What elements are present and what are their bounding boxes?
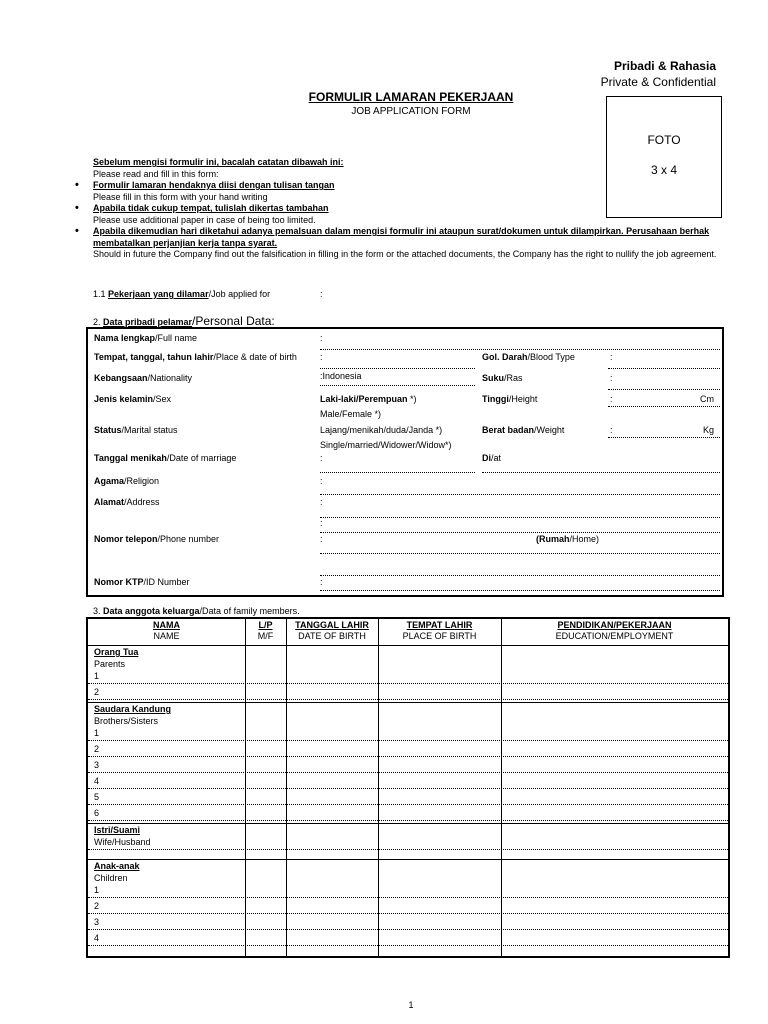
family-data-heading	[93, 606, 300, 616]
tribe-colon: :	[610, 373, 613, 383]
family-data-table	[86, 617, 730, 958]
phone-field-2[interactable]	[320, 554, 720, 576]
group-separator	[88, 823, 728, 824]
table-row[interactable]: 4	[88, 776, 728, 789]
table-row[interactable]: 6	[88, 808, 728, 821]
page-number: 1	[408, 1000, 414, 1010]
group-siblings-en: Brothers/Sisters	[94, 716, 159, 726]
phone-home-label: (Rumah/Home)	[536, 534, 600, 544]
instruction-1-en: Please fill in this form with your hand writing	[93, 191, 268, 202]
group-children-en: Children	[94, 873, 128, 883]
marriage-label: Tanggal menikah/Date of marriage	[94, 453, 237, 463]
table-row[interactable]: 4	[88, 933, 728, 946]
instruction-1-id: • Formulir lamaran hendaknya diisi dengan tulisan tangan	[93, 180, 723, 192]
address-label: Alamat/Address	[94, 497, 160, 507]
address-colon: :	[320, 497, 323, 507]
table-row[interactable]: 3	[88, 917, 728, 930]
height-unit: Cm	[700, 394, 714, 404]
personal-data-table	[86, 327, 724, 597]
personal-data-id: Data pribadi pelamar	[103, 317, 193, 327]
weight-label: Berat badan/Weight	[482, 425, 565, 435]
religion-label: Agama/Religion	[94, 476, 160, 486]
at-field[interactable]	[482, 455, 720, 473]
nationality-field[interactable]: :Indonesia	[320, 371, 475, 386]
blood-label: Gol. Darah/Blood Type	[482, 352, 575, 362]
birth-label: Tempat, tanggal, tahun lahir/Place & date of birth	[94, 352, 297, 362]
instructions	[93, 157, 723, 261]
fullname-colon: :	[320, 333, 323, 343]
status-options-id[interactable]: Lajang/menikah/duda/Janda *)	[320, 425, 443, 435]
blood-colon: :	[610, 352, 613, 362]
col-pob: TEMPAT LAHIR PLACE OF BIRTH	[402, 620, 477, 641]
phone-colon: :	[320, 534, 323, 544]
group-parents-en: Parents	[94, 659, 126, 669]
height-field[interactable]: : Cm	[608, 392, 720, 407]
col-dob: TANGGAL LAHIR DATE OF BIRTH	[295, 620, 369, 641]
family-table-header	[88, 619, 728, 646]
table-row[interactable]: 2	[88, 687, 728, 700]
address-field-2[interactable]	[320, 518, 720, 533]
table-row[interactable]: 5	[88, 792, 728, 805]
birth-field[interactable]	[320, 354, 475, 369]
birth-colon: :	[320, 352, 323, 362]
at-label: Di/at	[482, 453, 502, 463]
job-applied-id: Pekerjaan yang dilamar	[108, 289, 209, 299]
phone-label: Nomor telepon/Phone number	[94, 534, 220, 544]
instruction-2-id: • Apabila tidak cukup tempat, tulislah dikertas tambahan	[93, 203, 723, 215]
photo-label: FOTO	[647, 133, 681, 147]
job-applied-colon: :	[320, 289, 323, 299]
job-applied-num: 1.1	[93, 289, 109, 299]
fullname-label: Nama lengkap/Full name	[94, 333, 198, 343]
tribe-label: Suku/Ras	[482, 373, 523, 383]
personal-data-en: /Personal Data:	[192, 314, 275, 328]
ktp-field[interactable]	[320, 579, 720, 591]
instruction-2-en: Please use additional paper in case of being too limited.	[93, 214, 316, 225]
instructions-intro-id: Sebelum mengisi formulir ini, bacalah catatan dibawah ini:	[93, 157, 344, 167]
group-separator	[88, 702, 728, 703]
col-sex: L/P M/F	[257, 620, 274, 641]
table-row[interactable]: 1	[88, 885, 728, 898]
address-colon-2: :	[320, 518, 323, 528]
status-label: Status/Marital status	[94, 425, 178, 435]
photo-size: 3 x 4	[650, 163, 677, 177]
group-siblings-id: Saudara Kandung	[94, 704, 172, 714]
table-row[interactable]: 1	[88, 728, 728, 741]
instruction-3-id: • Apabila dikemudian hari diketahui adanya pemalsuan dalam mengisi formulir ini ataupun surat/dokumen untuk dilampirkan. Perusahaan berhak membatalkan perjanjian kerja tanpa syarat.	[93, 226, 723, 249]
table-row[interactable]: 2	[88, 744, 728, 757]
religion-colon: :	[320, 476, 323, 486]
group-spouse-id: Istri/Suami	[94, 825, 141, 835]
group-children-id: Anak-anak	[94, 861, 140, 871]
group-parents-id: Orang Tua	[94, 647, 139, 657]
religion-field[interactable]	[320, 478, 720, 495]
sex-label: Jenis kelamin/Sex	[94, 394, 172, 404]
job-applied-label	[93, 289, 270, 299]
confidential-label-id: Pribadi & Rahasia	[613, 59, 716, 73]
job-applied-en: /Job applied for	[208, 289, 271, 299]
instructions-intro-en: Please read and fill in this form:	[93, 168, 219, 179]
confidential-label-en: Private & Confidential	[600, 75, 716, 89]
job-applied-field[interactable]	[328, 288, 718, 300]
marriage-field[interactable]	[320, 455, 475, 473]
sex-options-id[interactable]: Laki-laki/Perempuan *)	[320, 394, 417, 404]
col-education: PENDIDIKAN/PEKERJAAN EDUCATION/EMPLOYMENT	[555, 620, 674, 641]
nationality-label: Kebangsaan/Nationality	[94, 373, 193, 383]
tribe-field[interactable]	[608, 375, 720, 390]
blood-field[interactable]	[608, 354, 720, 369]
fullname-field[interactable]	[320, 335, 720, 350]
instruction-3-en: Should in future the Company find out the falsification in filling in the form or the attached documents, the Company has the right to nullify the job agreement.	[93, 249, 717, 259]
height-label: Tinggi/Height	[482, 394, 538, 404]
status-options-en: Single/married/Widower/Widow*)	[320, 440, 452, 450]
table-row[interactable]: 3	[88, 760, 728, 773]
address-field-1[interactable]	[320, 499, 720, 518]
table-row[interactable]: 2	[88, 901, 728, 914]
family-data-id: Data anggota keluarga	[103, 606, 200, 616]
form-title-id: FORMULIR LAMARAN PEKERJAAN	[308, 90, 514, 104]
personal-data-num: 2.	[93, 317, 104, 327]
form-title-en: JOB APPLICATION FORM	[351, 106, 471, 117]
table-row[interactable]: 1	[88, 671, 728, 684]
weight-unit: Kg	[702, 425, 714, 435]
family-data-en: /Data of family members.	[199, 606, 300, 616]
ktp-label: Nomor KTP/ID Number	[94, 577, 190, 587]
family-data-num: 3.	[93, 606, 104, 616]
ktp-colon: :	[320, 577, 323, 587]
marriage-colon: :	[320, 453, 323, 463]
phone-field-1[interactable]	[320, 536, 720, 554]
weight-field[interactable]: : Kg	[608, 423, 720, 438]
col-name: NAMA NAME	[153, 620, 180, 641]
group-separator	[88, 859, 728, 860]
table-row[interactable]: Wife/Husband	[88, 837, 728, 850]
personal-data-heading	[93, 314, 275, 328]
sex-options-en: Male/Female *)	[320, 409, 382, 419]
